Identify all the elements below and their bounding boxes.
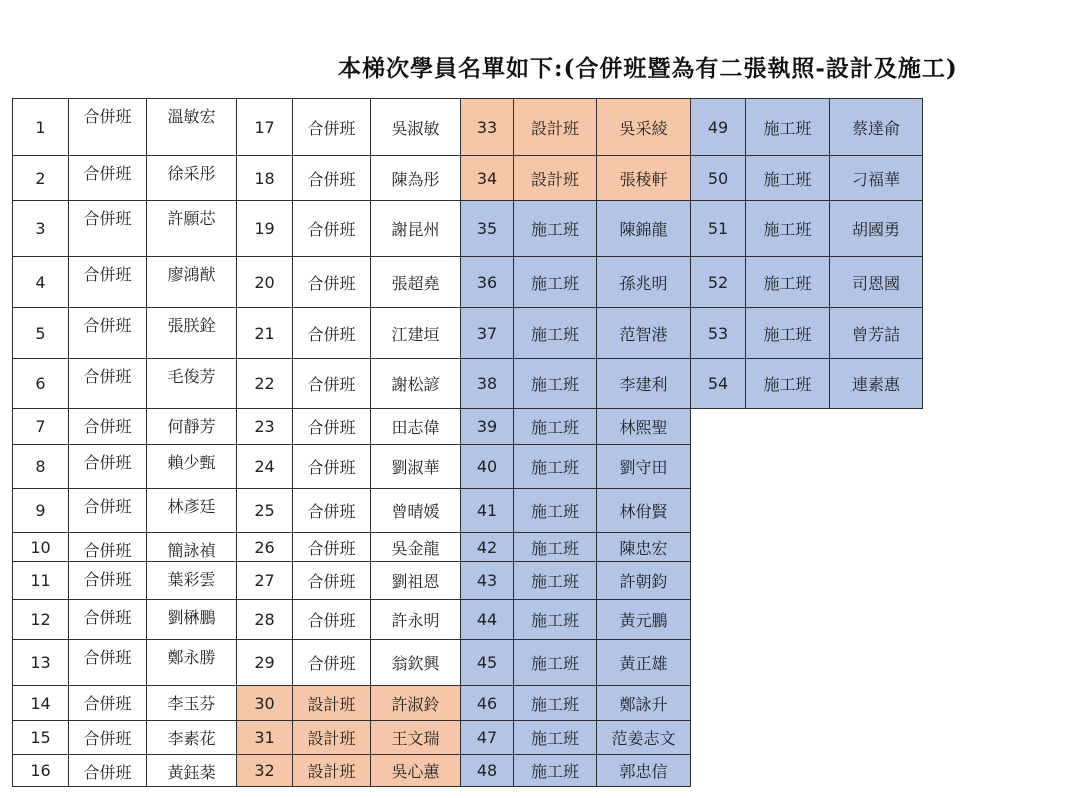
group1-seq-cell: 7 <box>13 409 69 445</box>
empty-cell <box>691 445 746 489</box>
group2-seq-cell: 22 <box>237 359 293 409</box>
group3-class-cell: 施工班 <box>514 445 597 489</box>
empty-cell <box>746 640 830 686</box>
group1-seq-cell: 4 <box>13 257 69 308</box>
group1-seq-cell: 1 <box>13 99 69 156</box>
group1-seq-cell: 2 <box>13 156 69 201</box>
group4-name-cell: 刁福華 <box>830 156 923 201</box>
group2-name-cell: 田志偉 <box>371 409 461 445</box>
group4-class-cell: 施工班 <box>746 156 830 201</box>
group3-seq-cell: 37 <box>461 308 514 359</box>
group2-seq-cell: 18 <box>237 156 293 201</box>
empty-cell <box>746 409 830 445</box>
table-row <box>13 445 923 489</box>
group2-seq-cell: 31 <box>237 721 293 755</box>
group3-class-cell: 施工班 <box>514 359 597 409</box>
group4-class-cell: 施工班 <box>746 99 830 156</box>
group2-seq-cell: 19 <box>237 201 293 257</box>
group2-class-cell: 合併班 <box>293 489 371 533</box>
group2-seq-cell: 23 <box>237 409 293 445</box>
group1-name-cell: 何靜芳 <box>147 409 237 445</box>
empty-cell <box>830 600 923 640</box>
group2-seq-cell: 27 <box>237 562 293 600</box>
group3-name-cell: 黃正雄 <box>597 640 691 686</box>
group1-name-cell: 鄭永勝 <box>147 640 237 686</box>
empty-cell <box>830 755 923 787</box>
group1-seq-cell: 11 <box>13 562 69 600</box>
group1-name-cell: 葉彩雲 <box>147 562 237 600</box>
empty-cell <box>746 686 830 721</box>
page-title: 本梯次學員名單如下:(合併班暨為有二張執照-設計及施工) <box>338 55 958 82</box>
group3-class-cell: 施工班 <box>514 686 597 721</box>
group1-class-cell: 合併班 <box>69 721 147 755</box>
group3-name-cell: 范智港 <box>597 308 691 359</box>
empty-cell <box>746 562 830 600</box>
group2-class-cell: 合併班 <box>293 156 371 201</box>
group1-class-cell: 合併班 <box>69 445 147 489</box>
group2-name-cell: 江建垣 <box>371 308 461 359</box>
group4-seq-cell: 54 <box>691 359 746 409</box>
group3-seq-cell: 45 <box>461 640 514 686</box>
table-row <box>13 686 923 721</box>
group2-name-cell: 翁欽興 <box>371 640 461 686</box>
empty-cell <box>691 755 746 787</box>
table-row <box>13 99 923 156</box>
group1-class-cell: 合併班 <box>69 99 147 156</box>
empty-cell <box>746 755 830 787</box>
group1-class-cell: 合併班 <box>69 409 147 445</box>
group2-class-cell: 合併班 <box>293 257 371 308</box>
table-row <box>13 562 923 600</box>
group1-name-cell: 李玉芬 <box>147 686 237 721</box>
table-row <box>13 755 923 787</box>
group2-seq-cell: 20 <box>237 257 293 308</box>
empty-cell <box>830 640 923 686</box>
group4-seq-cell: 51 <box>691 201 746 257</box>
empty-cell <box>691 721 746 755</box>
group4-seq-cell: 52 <box>691 257 746 308</box>
group2-seq-cell: 25 <box>237 489 293 533</box>
group1-name-cell: 廖鴻猷 <box>147 257 237 308</box>
group1-class-cell: 合併班 <box>69 201 147 257</box>
group2-class-cell: 合併班 <box>293 201 371 257</box>
table-row <box>13 359 923 409</box>
group4-class-cell: 施工班 <box>746 257 830 308</box>
group2-name-cell: 劉祖恩 <box>371 562 461 600</box>
group2-class-cell: 合併班 <box>293 600 371 640</box>
group3-seq-cell: 34 <box>461 156 514 201</box>
group1-name-cell: 賴少甄 <box>147 445 237 489</box>
table-row <box>13 409 923 445</box>
group2-class-cell: 合併班 <box>293 99 371 156</box>
empty-cell <box>691 562 746 600</box>
table-row <box>13 533 923 562</box>
empty-cell <box>746 721 830 755</box>
group1-class-cell: 合併班 <box>69 640 147 686</box>
empty-cell <box>830 686 923 721</box>
group3-seq-cell: 43 <box>461 562 514 600</box>
empty-cell <box>830 721 923 755</box>
empty-cell <box>830 489 923 533</box>
group3-name-cell: 吳采綾 <box>597 99 691 156</box>
group2-seq-cell: 29 <box>237 640 293 686</box>
group2-seq-cell: 24 <box>237 445 293 489</box>
group1-name-cell: 溫敏宏 <box>147 99 237 156</box>
table-row <box>13 156 923 201</box>
group3-seq-cell: 42 <box>461 533 514 562</box>
group1-name-cell: 劉楙鵬 <box>147 600 237 640</box>
group1-class-cell: 合併班 <box>69 359 147 409</box>
empty-cell <box>746 445 830 489</box>
group4-seq-cell: 49 <box>691 99 746 156</box>
group2-class-cell: 合併班 <box>293 640 371 686</box>
group1-name-cell: 徐采彤 <box>147 156 237 201</box>
group3-name-cell: 黃元鵬 <box>597 600 691 640</box>
group1-class-cell: 合併班 <box>69 600 147 640</box>
group2-class-cell: 設計班 <box>293 721 371 755</box>
table-row <box>13 489 923 533</box>
group1-seq-cell: 13 <box>13 640 69 686</box>
table-row <box>13 721 923 755</box>
group4-name-cell: 連素惠 <box>830 359 923 409</box>
group2-class-cell: 合併班 <box>293 409 371 445</box>
group2-name-cell: 謝昆州 <box>371 201 461 257</box>
group1-name-cell: 毛俊芳 <box>147 359 237 409</box>
empty-cell <box>691 600 746 640</box>
group2-name-cell: 吳淑敏 <box>371 99 461 156</box>
group3-seq-cell: 41 <box>461 489 514 533</box>
group3-name-cell: 劉守田 <box>597 445 691 489</box>
group2-name-cell: 許淑鈴 <box>371 686 461 721</box>
group1-seq-cell: 6 <box>13 359 69 409</box>
empty-cell <box>830 409 923 445</box>
group3-name-cell: 張稜軒 <box>597 156 691 201</box>
group4-name-cell: 蔡達俞 <box>830 99 923 156</box>
group3-class-cell: 施工班 <box>514 409 597 445</box>
group3-class-cell: 施工班 <box>514 640 597 686</box>
group3-class-cell: 施工班 <box>514 721 597 755</box>
group3-seq-cell: 36 <box>461 257 514 308</box>
group1-name-cell: 許願芯 <box>147 201 237 257</box>
group4-seq-cell: 53 <box>691 308 746 359</box>
group3-name-cell: 鄭詠升 <box>597 686 691 721</box>
group2-class-cell: 合併班 <box>293 359 371 409</box>
group2-seq-cell: 21 <box>237 308 293 359</box>
group1-seq-cell: 15 <box>13 721 69 755</box>
group3-name-cell: 陳錦龍 <box>597 201 691 257</box>
empty-cell <box>746 533 830 562</box>
group1-name-cell: 李素花 <box>147 721 237 755</box>
group3-name-cell: 林熙聖 <box>597 409 691 445</box>
group1-class-cell: 合併班 <box>69 755 147 787</box>
group3-name-cell: 林佾賢 <box>597 489 691 533</box>
student-roster-table <box>12 98 923 787</box>
group3-class-cell: 施工班 <box>514 755 597 787</box>
group4-name-cell: 胡國勇 <box>830 201 923 257</box>
empty-cell <box>746 489 830 533</box>
group3-name-cell: 許朝鈞 <box>597 562 691 600</box>
table-row <box>13 257 923 308</box>
group4-class-cell: 施工班 <box>746 359 830 409</box>
group1-class-cell: 合併班 <box>69 562 147 600</box>
group1-class-cell: 合併班 <box>69 489 147 533</box>
group1-seq-cell: 14 <box>13 686 69 721</box>
group1-class-cell: 合併班 <box>69 257 147 308</box>
group1-name-cell: 林彥廷 <box>147 489 237 533</box>
empty-cell <box>691 686 746 721</box>
table-row <box>13 600 923 640</box>
group3-class-cell: 施工班 <box>514 600 597 640</box>
group2-name-cell: 謝松諺 <box>371 359 461 409</box>
group2-name-cell: 劉淑華 <box>371 445 461 489</box>
group3-class-cell: 設計班 <box>514 156 597 201</box>
group3-class-cell: 施工班 <box>514 201 597 257</box>
group1-class-cell: 合併班 <box>69 156 147 201</box>
empty-cell <box>830 562 923 600</box>
group3-seq-cell: 47 <box>461 721 514 755</box>
group3-name-cell: 郭忠信 <box>597 755 691 787</box>
group3-seq-cell: 48 <box>461 755 514 787</box>
empty-cell <box>691 533 746 562</box>
empty-cell <box>830 533 923 562</box>
group4-name-cell: 曾芳詰 <box>830 308 923 359</box>
group1-class-cell: 合併班 <box>69 533 147 562</box>
empty-cell <box>691 409 746 445</box>
group1-seq-cell: 12 <box>13 600 69 640</box>
group2-name-cell: 曾晴媛 <box>371 489 461 533</box>
table-row <box>13 308 923 359</box>
group2-seq-cell: 26 <box>237 533 293 562</box>
group2-name-cell: 許永明 <box>371 600 461 640</box>
empty-cell <box>830 445 923 489</box>
group1-seq-cell: 16 <box>13 755 69 787</box>
group3-seq-cell: 44 <box>461 600 514 640</box>
group2-class-cell: 合併班 <box>293 533 371 562</box>
group4-seq-cell: 50 <box>691 156 746 201</box>
group4-name-cell: 司恩國 <box>830 257 923 308</box>
group3-seq-cell: 33 <box>461 99 514 156</box>
group1-class-cell: 合併班 <box>69 308 147 359</box>
group3-name-cell: 范姜志文 <box>597 721 691 755</box>
group2-class-cell: 合併班 <box>293 308 371 359</box>
group1-class-cell: 合併班 <box>69 686 147 721</box>
group3-seq-cell: 35 <box>461 201 514 257</box>
group1-name-cell: 黃鈺棻 <box>147 755 237 787</box>
group2-name-cell: 張超堯 <box>371 257 461 308</box>
group2-seq-cell: 32 <box>237 755 293 787</box>
empty-cell <box>691 640 746 686</box>
group1-seq-cell: 10 <box>13 533 69 562</box>
group3-seq-cell: 39 <box>461 409 514 445</box>
group3-class-cell: 施工班 <box>514 489 597 533</box>
group3-class-cell: 施工班 <box>514 562 597 600</box>
group1-seq-cell: 9 <box>13 489 69 533</box>
group2-name-cell: 吳心蕙 <box>371 755 461 787</box>
group3-name-cell: 陳忠宏 <box>597 533 691 562</box>
group1-seq-cell: 3 <box>13 201 69 257</box>
group4-class-cell: 施工班 <box>746 201 830 257</box>
group2-class-cell: 設計班 <box>293 686 371 721</box>
empty-cell <box>691 489 746 533</box>
group2-class-cell: 合併班 <box>293 562 371 600</box>
empty-cell <box>746 600 830 640</box>
group3-class-cell: 施工班 <box>514 308 597 359</box>
group3-seq-cell: 40 <box>461 445 514 489</box>
group3-seq-cell: 38 <box>461 359 514 409</box>
group2-class-cell: 設計班 <box>293 755 371 787</box>
group1-name-cell: 張朕銓 <box>147 308 237 359</box>
group1-name-cell: 簡詠禎 <box>147 533 237 562</box>
group3-class-cell: 施工班 <box>514 533 597 562</box>
group3-name-cell: 孫兆明 <box>597 257 691 308</box>
group2-seq-cell: 17 <box>237 99 293 156</box>
group3-seq-cell: 46 <box>461 686 514 721</box>
table-row <box>13 201 923 257</box>
group1-seq-cell: 8 <box>13 445 69 489</box>
group3-name-cell: 李建利 <box>597 359 691 409</box>
group2-seq-cell: 28 <box>237 600 293 640</box>
group3-class-cell: 施工班 <box>514 257 597 308</box>
group2-name-cell: 陳為彤 <box>371 156 461 201</box>
table-row <box>13 640 923 686</box>
group3-class-cell: 設計班 <box>514 99 597 156</box>
group4-class-cell: 施工班 <box>746 308 830 359</box>
group2-name-cell: 王文瑞 <box>371 721 461 755</box>
group2-seq-cell: 30 <box>237 686 293 721</box>
group2-name-cell: 吳金龍 <box>371 533 461 562</box>
roster-body <box>13 99 923 787</box>
group2-class-cell: 合併班 <box>293 445 371 489</box>
group1-seq-cell: 5 <box>13 308 69 359</box>
